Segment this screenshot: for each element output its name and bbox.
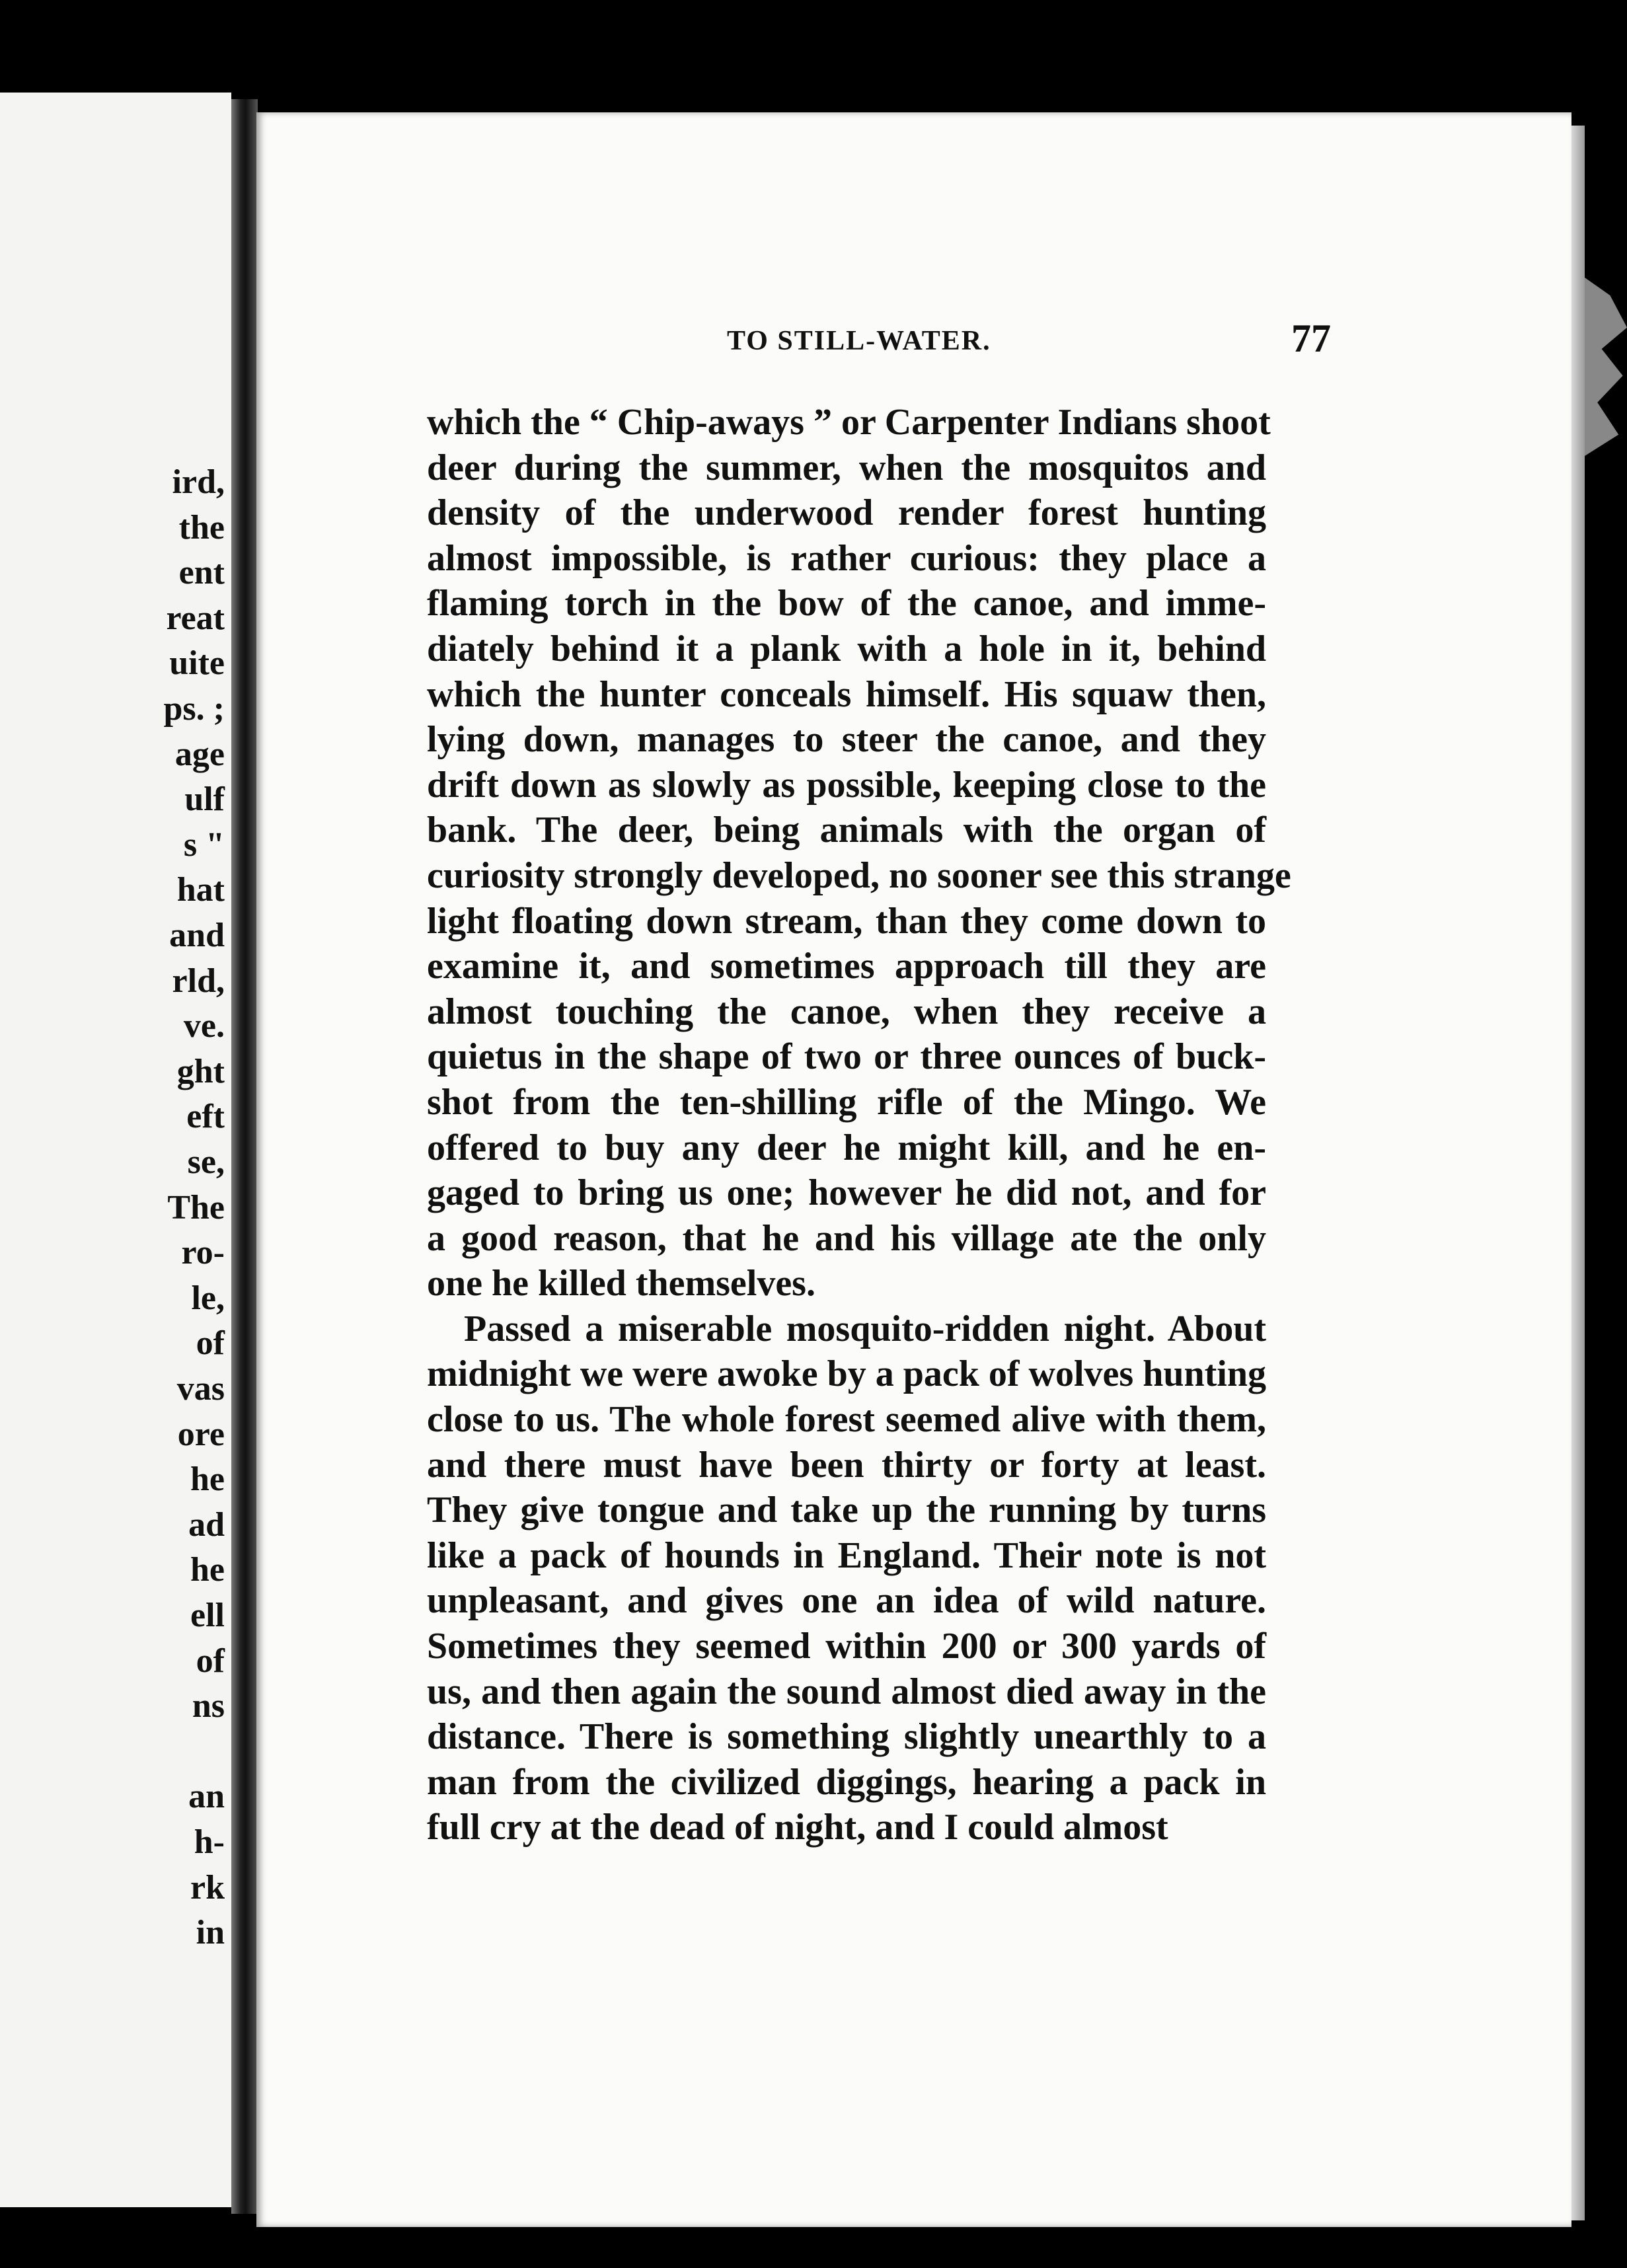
text-line: drift down as slowly as possible, keeping close to the — [427, 764, 1266, 806]
running-head: TO STILL-WATER. — [727, 326, 991, 356]
text-line: almost impossible, is rather curious: they place a — [427, 537, 1266, 579]
previous-page-fragment: eft — [186, 1098, 225, 1136]
previous-page-fragment: he — [190, 1460, 225, 1499]
previous-page-fragment: the — [178, 508, 225, 547]
text-line: and there must have been thirty or forty at least. — [427, 1444, 1266, 1486]
previous-page-fragment: se, — [187, 1143, 225, 1181]
previous-page-fragment: ore — [177, 1415, 225, 1453]
text-line: light floating down stream, than they come down to — [427, 900, 1266, 942]
previous-page-fragment: he — [190, 1551, 225, 1589]
text-line: density of the underwood render forest hunting — [427, 492, 1266, 534]
previous-page-fragment: in — [196, 1914, 225, 1952]
previous-page-fragment: an — [188, 1778, 225, 1816]
previous-page-fragment: reat — [166, 599, 225, 637]
text-line: full cry at the dead of night, and I could almost — [427, 1807, 1168, 1848]
text-line: quietus in the shape of two or three ounces of buck- — [427, 1036, 1266, 1078]
previous-page-fragment: rk — [190, 1868, 225, 1907]
previous-page-fragment: and — [169, 917, 225, 954]
text-line: bank. The deer, being animals with the organ of — [427, 810, 1266, 851]
text-line: unpleasant, and gives one an idea of wild nature. — [427, 1580, 1266, 1622]
text-line: Passed a miserable mosquito-ridden night. About — [464, 1308, 1266, 1349]
previous-page-fragment: ent — [178, 554, 225, 592]
torn-edge — [1585, 278, 1627, 456]
paragraph — [427, 400, 1291, 1306]
text-line: distance. There is something slightly unearthly to a — [427, 1716, 1266, 1758]
text-line: flaming torch in the bow of the canoe, and imme- — [427, 583, 1266, 624]
text-line: lying down, manages to steer the canoe, and they — [427, 719, 1266, 761]
page-number: 77 — [1291, 317, 1331, 360]
text-line: curiosity strongly developed, no sooner see this strange — [427, 854, 1291, 896]
previous-page-fragment: ro- — [181, 1234, 225, 1272]
text-line: gaged to bring us one; however he did not, and for — [427, 1172, 1266, 1214]
previous-page-fragment: rld, — [172, 962, 225, 1000]
previous-page — [0, 93, 231, 2207]
text-line: deer during the summer, when the mosquitos and — [427, 447, 1266, 488]
previous-page-fragment: hat — [176, 871, 225, 909]
text-line: Sometimes they seemed within 200 or 300 yards of — [427, 1626, 1266, 1667]
previous-page-fragment: ad — [188, 1505, 225, 1544]
book-gutter — [231, 99, 258, 2214]
text-line: us, and then again the sound almost died away in the — [427, 1671, 1266, 1712]
text-line: almost touching the canoe, when they receive a — [427, 991, 1266, 1032]
text-line: which the hunter conceals himself. His squaw then, — [427, 673, 1266, 715]
previous-page-fragment: ps. ; — [163, 690, 225, 728]
previous-page-fragment: ulf — [184, 780, 225, 819]
page-edge — [1571, 126, 1585, 2220]
paragraph — [427, 1306, 1266, 1850]
previous-page-fragment: The — [167, 1188, 225, 1227]
previous-page-fragment: ell — [190, 1597, 225, 1634]
previous-page-fragment: ve. — [183, 1007, 225, 1045]
previous-page-fragment: age — [174, 735, 225, 773]
text-line: close to us. The whole forest seemed alive with them, — [427, 1399, 1266, 1441]
text-line: diately behind it a plank with a hole in it, behind — [427, 628, 1266, 669]
previous-page-fragment: ght — [176, 1052, 225, 1090]
previous-page-fragment: le, — [191, 1279, 225, 1317]
previous-page-fragment: of — [196, 1642, 225, 1680]
previous-page-text-fragments — [0, 463, 231, 2049]
body-text — [427, 400, 1291, 1850]
previous-page-fragment: uite — [169, 644, 225, 683]
text-line: one he killed themselves. — [427, 1263, 815, 1304]
previous-page-fragment: ns — [192, 1687, 225, 1725]
text-line: shot from the ten-shilling rifle of the Mingo. We — [427, 1081, 1266, 1123]
previous-page-fragment: of — [196, 1324, 225, 1363]
previous-page-fragment: vas — [176, 1370, 225, 1408]
text-line: examine it, and sometimes approach till they are — [427, 946, 1266, 987]
previous-page-fragment: s " — [183, 825, 225, 864]
text-line: which the “ Chip-aways ” or Carpenter Indians shoot — [427, 402, 1271, 443]
previous-page-fragment: h- — [194, 1823, 225, 1861]
previous-page-fragment: ird, — [172, 463, 225, 501]
text-line: a good reason, that he and his village ate the only — [427, 1217, 1266, 1259]
text-line: man from the civilized diggings, hearing a pack in — [427, 1761, 1266, 1803]
text-line: They give tongue and take up the running by turns — [427, 1490, 1266, 1531]
text-line: midnight we were awoke by a pack of wolves hunting — [427, 1353, 1266, 1395]
text-line: offered to buy any deer he might kill, and he en- — [427, 1127, 1266, 1168]
text-line: like a pack of hounds in England. Their note is not — [427, 1534, 1266, 1576]
